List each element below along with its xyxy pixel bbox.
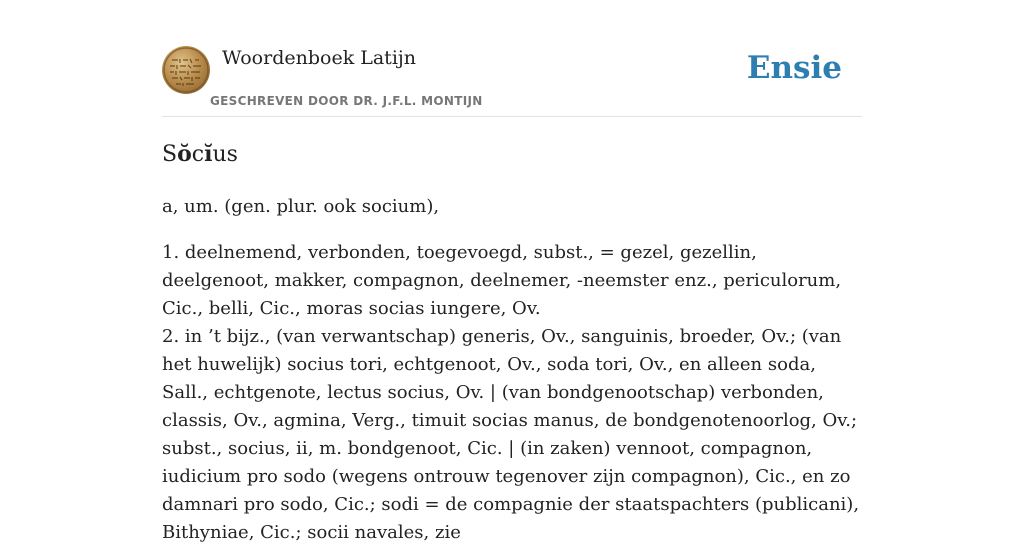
ensie-logo[interactable]: Ensie — [746, 50, 842, 86]
entry-headword — [162, 141, 238, 167]
site-header — [162, 46, 862, 117]
headword-part: S — [162, 142, 178, 167]
headword-part-breve: ĭ — [204, 141, 213, 167]
headword-part-breve: ŏ — [177, 141, 192, 167]
coin-inscription-icon[interactable] — [162, 46, 210, 94]
entry-grammar: a, um. (gen. plur. ook socium), — [162, 196, 440, 217]
entry-body — [162, 193, 862, 547]
book-title[interactable]: Woordenboek Latijn — [222, 47, 417, 69]
headword-part: us — [212, 142, 238, 167]
author-line: GESCHREVEN DOOR DR. J.F.L. MONTIJN — [210, 94, 483, 108]
entry-sense-1: 1. deelnemend, verbonden, toegevoegd, subst., = gezel, gezellin, deelgenoot, makker, compagnon, deelnemer, -neemster enz., periculorum, Cic., belli, Cic., moras socias iungere, Ov. — [162, 242, 842, 319]
headword-part: c — [191, 142, 205, 167]
entry-sense-2: 2. in ’t bijz., (van verwantschap) generis, Ov., sanguinis, broeder, Ov.; (van het huwelijk) socius tori, echtgenoot, Ov., soda tori, Ov., en alleen soda, Sall., echtgenote, lectus socius, Ov. | (van bondgenootschap) verbonden, classis, Ov., agmina, Verg., timuit socias manus, de bondgenotenoorlog, Ov.; subst., socius, ii, m. bondgenoot, Cic. | (in zaken) vennoot, compagnon, iudicium pro sodo (wegens ontrouw tegenover zijn compagnon), Cic., en zo damnari pro sodo, Cic.; sodi = de compagnie der staatspachters (publicani), Bithyniae, Cic.; socii navales, zie — [162, 326, 860, 543]
